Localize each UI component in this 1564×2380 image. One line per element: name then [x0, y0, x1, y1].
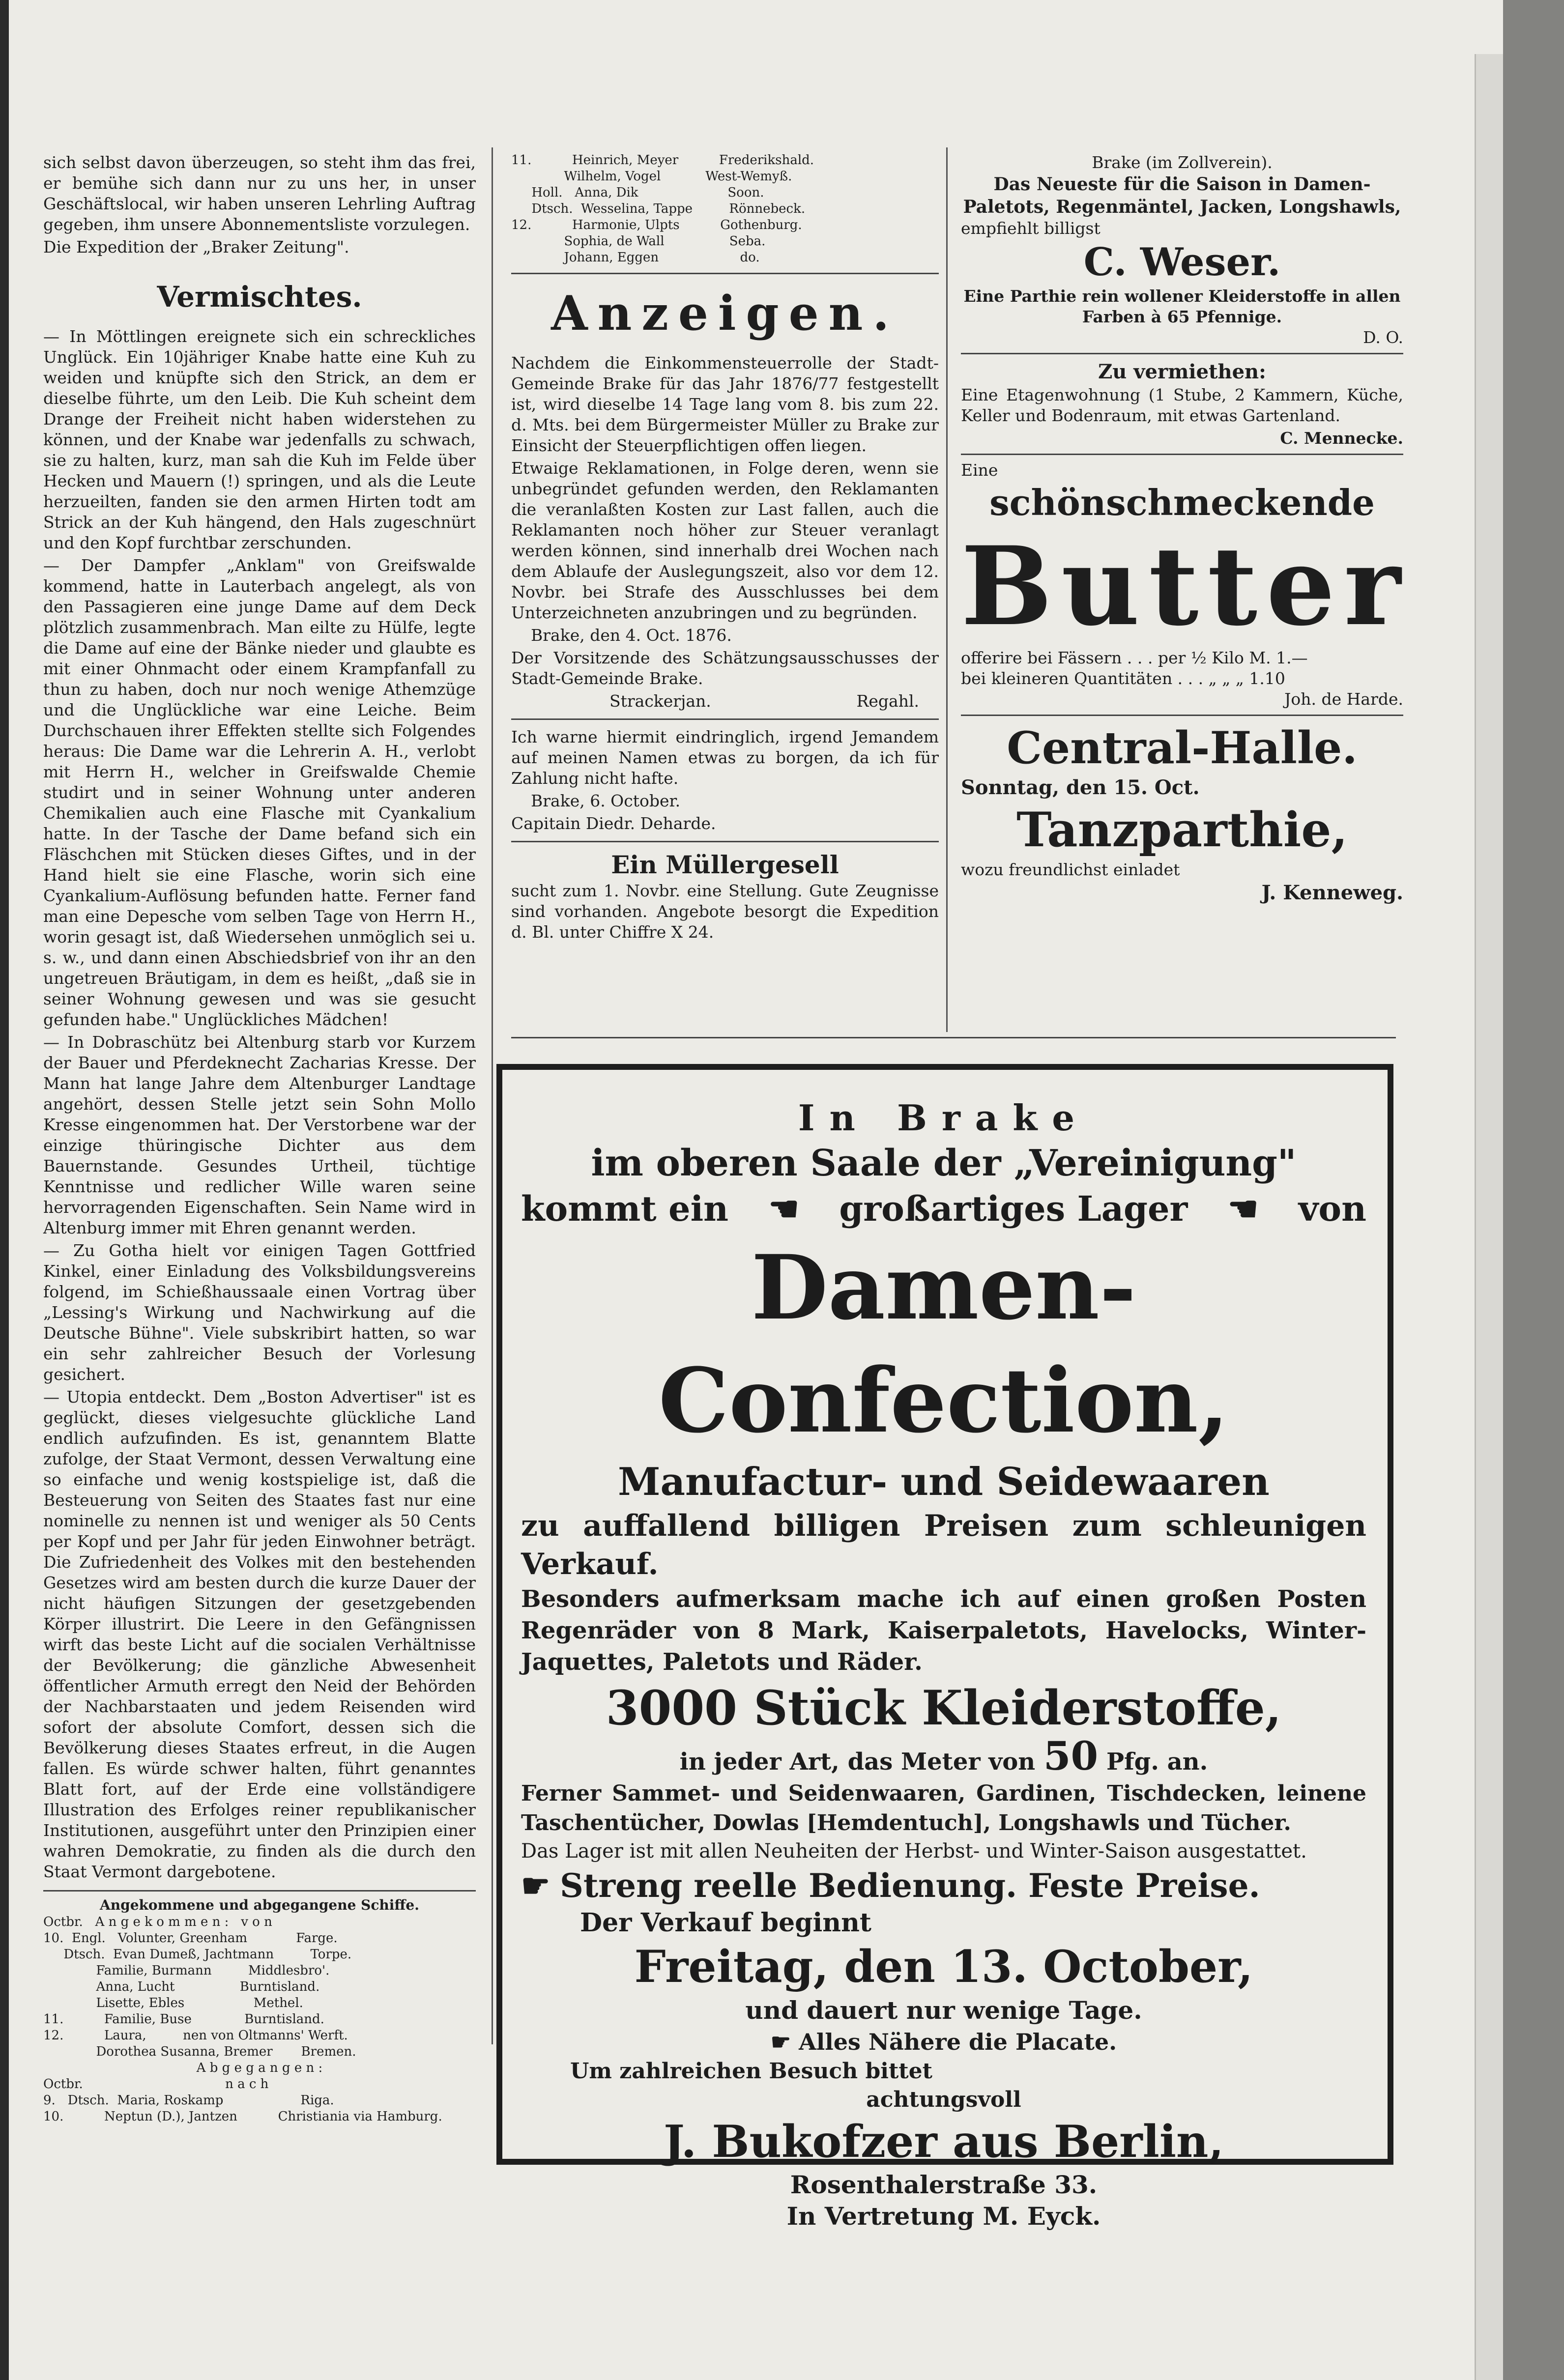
article-paragraph: — In Dobraschütz bei Altenburg starb vor Kurzem der Bauer und Pferdeknecht Zacharias Kresse. Der Mann hat lange Jahre dem Altenburger Landtage angehört, dessen Stelle jetzt sein Sohn Mollo Kresse eingenommen hat. Der Verstorbene war der einzige thüringische Dichter aus dem Bauernstande. Gesundes Urtheil, tüchtige Kenntnisse und redlicher Wille waren seine hervorragenden Eigenschaften. Sein Name wird in Altenburg immer mit Ehren genannt werden. [43, 1032, 476, 1237]
butter-big: Butter [961, 522, 1410, 650]
ships-out-header: A b g e g a n g e n : [196, 2061, 323, 2075]
column-right [961, 152, 1410, 906]
ad-line: im oberen Saale der „Vereinigung" [591, 1142, 1297, 1184]
ship-row: 11. Heinrich, Meyer Frederikshald. [511, 153, 814, 168]
ad-line: Ferner Sammet- und Seidenwaaren, Gardinen, Tischdecken, leinene Taschentücher, Dowlas [Hemdentuch], Longshawls und Tücher. [521, 1781, 1366, 1835]
column-rule [946, 147, 948, 1032]
notice-signer: Regahl. [856, 691, 919, 711]
miller-text: sucht zum 1. Novbr. eine Stellung. Gute Zeugnisse sind vorhanden. Angebote besorgt die Expedition d. Bl. unter Chiffre X 24. [511, 881, 939, 942]
ad-line: Manufactur- und Seidewaaren [618, 1460, 1270, 1504]
hall-invite: wozu freundlichst einladet [961, 860, 1180, 879]
ship-row: Anna, Lucht Burntisland. [43, 1979, 320, 1994]
ad-line: Rosenthalerstraße 33. [790, 2170, 1098, 2199]
ship-row: Wilhelm, Vogel West-Wemyß. [511, 169, 792, 184]
ad-line: Besonders aufmerksam mache ich auf einen großen Posten Regenräder von 8 Mark, Kaiserpaletots, Havelocks, Winter-Jaquettes, Paletots und Räder. [521, 1585, 1366, 1676]
big-ad [521, 1096, 1366, 2232]
ad-line: Alles Nähere die Placate. [799, 2029, 1117, 2055]
ad-line: J. Bukofzer aus Berlin, [664, 2116, 1224, 2168]
pointing-hand-icon: ☛ [521, 1866, 550, 1905]
ship-row: 12. Harmonie, Ulpts Gothenburg. [511, 218, 802, 232]
ads-heading: Anzeigen. [551, 286, 899, 341]
ad-line: Um zahlreichen Besuch bittet [570, 2059, 932, 2084]
ship-row: Dtsch. Evan Dumeß, Jachtmann Torpe. [43, 1947, 352, 1962]
butter-signature: Joh. de Harde. [1284, 689, 1403, 709]
butter-sub: schönschmeckende [989, 482, 1375, 523]
column-left [43, 152, 476, 2125]
notice-text: Nachdem die Einkommensteuerrolle der Stadt-Gemeinde Brake für das Jahr 1876/77 festgestellt ist, wird dieselbe 14 Tage lang vom 8. bis zum 22. d. Mts. bei dem Bürgermeister Müller zu Brake zur Einsicht der Steuerpflichtigen offen liegen. [511, 353, 939, 455]
ad-line: kommt ein [521, 1188, 729, 1229]
page-edge [1475, 54, 1506, 2380]
ship-row: 10. Engl. Volunter, Greenham Farge. [43, 1931, 338, 1946]
ship-row: Holl. Anna, Dik Soon. [511, 185, 764, 200]
ad-line: großartiges Lager [839, 1188, 1188, 1229]
ad-line: Freitag, den 13. October, [634, 1941, 1253, 1993]
ad-line: In Vertretung M. Eyck. [786, 2202, 1101, 2231]
hall-signature: J. Kenneweg. [1261, 881, 1403, 904]
weser-name: C. Weser. [1083, 240, 1281, 285]
warning-date: Brake, 6. October. [531, 791, 681, 810]
notice-text: Etwaige Reklamationen, in Folge deren, wenn sie unbegründet gefunden werden, den Reklamanten die veranlaßten Kosten zur Last fallen, auch die Reklamanten noch höher zur Steuer veranlagt werden können, sind innerhalb drei Wochen nach dem Ablaufe der Auslegungszeit, also vor dem 12. Novbr. bei Strafe des Ausschlusses bei dem Unterzeichneten anzubringen und zu begründen. [511, 459, 939, 622]
ship-row: 12. Laura, nen von Oltmanns' Werft. [43, 2028, 348, 2043]
notice-signer: Strackerjan. [609, 691, 711, 711]
section-rule [511, 1037, 1396, 1038]
hall-date: Sonntag, den 15. Oct. [961, 776, 1200, 799]
article-paragraph: — Zu Gotha hielt vor einigen Tagen Gottfried Kinkel, einer Einladung des Volksbildungsvereins folgend, im Schießhaussaale einen Vortrag über „Lessing's Wirkung und Nachwirkung auf die Deutsche Bühne". Viele subskribirt hatten, so war ein sehr zahlreicher Besuch der Vorlesung gesichert. [43, 1241, 476, 1384]
pointing-hand-icon: ☛ [770, 2029, 791, 2055]
ad-price: 50 [1043, 1733, 1099, 1779]
weser-text: Das Neueste für die Saison in Damen-Paletots, Regenmäntel, Jacken, Longshawls, [963, 174, 1401, 217]
notice-date: Brake, den 4. Oct. 1876. [531, 626, 732, 645]
butter-offer: offerire bei Fässern . . . per ½ Kilo M. 1.— [961, 648, 1308, 667]
butter-pre: Eine [961, 460, 998, 480]
ad-line: von [1298, 1188, 1366, 1229]
article-paragraph: — In Möttlingen ereignete sich ein schreckliches Unglück. Ein 10jähriger Knabe hatte eine Kuh zu weiden und knüpfte sich den Strick, an dem er dieselbe führte, um den Leib. Die Kuh scheint dem Drange der Freiheit nicht haben widerstehen zu können, und der Knabe war jedenfalls zu schwach, sie zu halten, kurz, man sah die Kuh im Felde über Hecken und Mauern (!) springen, und als die Leute herzueilten, fanden sie den armen Hirten todt am Strick an der Kuh hängend, den Hals zugeschnürt und den Kopf furchtbar zerschunden. [43, 327, 476, 552]
article-paragraph: — Utopia entdeckt. Dem „Boston Advertiser" ist es geglückt, dieses vielgesuchte glückliche Land endlich aufzufinden. Es ist, genanntem Blatte zufolge, der Staat Vermont, dessen Verwaltung eine so einfache und wenig kostspielige ist, daß die Besteuerung von Seiten des Staates fast nur eine nominelle zu nennen ist und weniger als 50 Cents per Kopf und per Jahr für jeden Einwohner beträgt. Die Zufriedenheit des Volkes mit den bestehenden Gesetzes wird am besten durch die kurze Dauer der nicht häufigen Sitzungen der gesetzgebenden Körper illustrirt. Die Leere in den Gefängnissen wirft das beste Licht auf die socialen Verhältnisse der Bevölkerung; die gänzliche Abwesenheit öffentlicher Armuth erregt den Neid der Behörden der Nachbarstaaten und jedem Reisenden wird sofort der absolute Comfort, dessen sich die Bevölkerung dieses Staates erfreut, in die Augen fallen. Es würde schwer halten, führt genanntes Blatt fort, auf der Erde eine vollständigere Illustration des Erfolges reiner republikanischer Institutionen, ausgeführt unter den Prinzipien einer wahren Demokratie, zu finden als die durch den Staat Vermont dargebotene. [43, 1387, 476, 1881]
weser-code: D. O. [1363, 328, 1403, 347]
ad-line: In Brake [798, 1097, 1090, 1139]
miller-heading: Ein Müllergesell [611, 850, 839, 879]
column-rule [492, 147, 493, 2044]
scan-background [1503, 0, 1564, 2380]
ships-in-header: Octbr. A n g e k o m m e n : v o n [43, 1915, 272, 1929]
section-heading: Vermischtes. [157, 280, 362, 314]
weser-cheap: empfiehlt billigst [961, 219, 1101, 238]
rent-heading: Zu vermiethen: [1098, 360, 1266, 383]
pointing-hand-icon: ☚ [768, 1188, 800, 1229]
ship-row: Dtsch. Wesselina, Tappe Rönnebeck. [511, 201, 806, 216]
warning-text: Ich warne hiermit eindringlich, irgend Jemandem auf meinen Namen etwas zu borgen, da ich für Zahlung nicht hafte. [511, 727, 939, 788]
ad-line: achtungsvoll [866, 2087, 1021, 2112]
column-middle [511, 152, 939, 945]
pointing-hand-icon: ☚ [1227, 1188, 1259, 1229]
butter-offer: bei kleineren Quantitäten . . . „ „ „ 1.10 [961, 669, 1285, 688]
weser-location: Brake (im Zollverein). [1092, 153, 1273, 172]
hall-name: Central-Halle. [1007, 722, 1358, 774]
ship-row: Lisette, Ebles Methel. [43, 1996, 303, 2010]
ship-row: Dorothea Susanna, Bremer Bremen. [43, 2044, 356, 2059]
hall-event: Tanzparthie, [1016, 802, 1348, 858]
rent-signature: C. Mennecke. [1280, 429, 1403, 448]
ship-row: 11. Familie, Buse Burntisland. [43, 2012, 324, 2027]
ships-heading: Angekommene und abgegangene Schiffe. [100, 1897, 419, 1913]
ship-row: Familie, Burmann Middlesbro'. [43, 1963, 330, 1978]
ad-line: Das Lager ist mit allen Neuheiten der Herbst- und Winter-Saison ausgestattet. [521, 1840, 1307, 1863]
ad-line: in jeder Art, das Meter von [679, 1748, 1036, 1776]
warning-signature: Capitain Diedr. Deharde. [511, 814, 716, 833]
article-paragraph: — Der Dampfer „Anklam" von Greifswalde kommend, hatte in Lauterbach angelegt, als von den Passagieren eine junge Dame auf dem Deck plötzlich zusammenbrach. Man eilte zu Hülfe, legte die Dame auf eine der Bänke nieder und glaubte es mit einer Ohnmacht oder einem Krampfanfall zu thun zu haben, doch nur noch wenige Athemzüge und die Unglückliche war eine Leiche. Beim Durchschauen ihrer Effekten stellte sich Folgendes heraus: Die Dame war die Lehrerin A. H., verlobt mit Herrn H., welcher in Greifswalde Chemie studirt und in seiner Wohnung unter anderen Chemikalien auch eine Flasche mit Cyankalium hatte. In der Tasche der Dame befand sich ein Fläschchen mit Stücken dieses Giftes, und in der Hand hielt sie eine Flasche, worin sich eine Cyankalium-Auflösung befunden hatte. Ferner fand man eine Depesche vom selben Tage von Herrn H., worin gesagt ist, daß Wiedersehen unmöglich sei u. s. w., und dann einen Abschiedsbrief von ihr an den ungetreuen Bräutigam, in dem es heißt, „daß sie in seiner Wohnung gewesen und was sie gesucht gefunden habe." Unglückliches Mädchen! [43, 556, 476, 1029]
ad-line: Der Verkauf beginnt [580, 1908, 871, 1938]
ad-headline: Damen-Confection, [658, 1236, 1229, 1453]
intro-signature: Die Expedition der „Braker Zeitung". [43, 237, 349, 257]
rent-text: Eine Etagenwohnung (1 Stube, 2 Kammern, Küche, Keller und Bodenraum, mit etwas Gartenland. [961, 385, 1403, 425]
ad-line: zu auffallend billigen Preisen zum schleunigen Verkauf. [521, 1509, 1366, 1581]
ship-row: Sophia, de Wall Seba. [511, 234, 766, 249]
ad-line: und dauert nur wenige Tage. [745, 1996, 1142, 2025]
ship-row: Johann, Eggen do. [511, 250, 760, 265]
ship-row: Octbr. n a c h [43, 2077, 269, 2092]
ad-line: Pfg. an. [1106, 1748, 1208, 1776]
ad-line: Streng reelle Bedienung. Feste Preise. [560, 1866, 1260, 1905]
intro-text: sich selbst davon überzeugen, so steht ihm das frei, er bemühe sich dann nur zu uns her, in unser Geschäftslocal, wir haben unseren Lehrling Auftrag gegeben, ihm unsere Abonnementsliste vorzulegen. [43, 153, 476, 234]
notice-signature: Der Vorsitzende des Schätzungsausschusses der Stadt-Gemeinde Brake. [511, 648, 939, 688]
weser-extra: Eine Parthie rein wollener Kleiderstoffe in allen Farben à 65 Pfennige. [963, 287, 1401, 326]
ship-row: 9. Dtsch. Maria, Roskamp Riga. [43, 2093, 334, 2108]
ship-row: 10. Neptun (D.), Jantzen Christiania via Hamburg. [43, 2109, 442, 2124]
ad-line: 3000 Stück Kleiderstoffe, [606, 1680, 1282, 1736]
